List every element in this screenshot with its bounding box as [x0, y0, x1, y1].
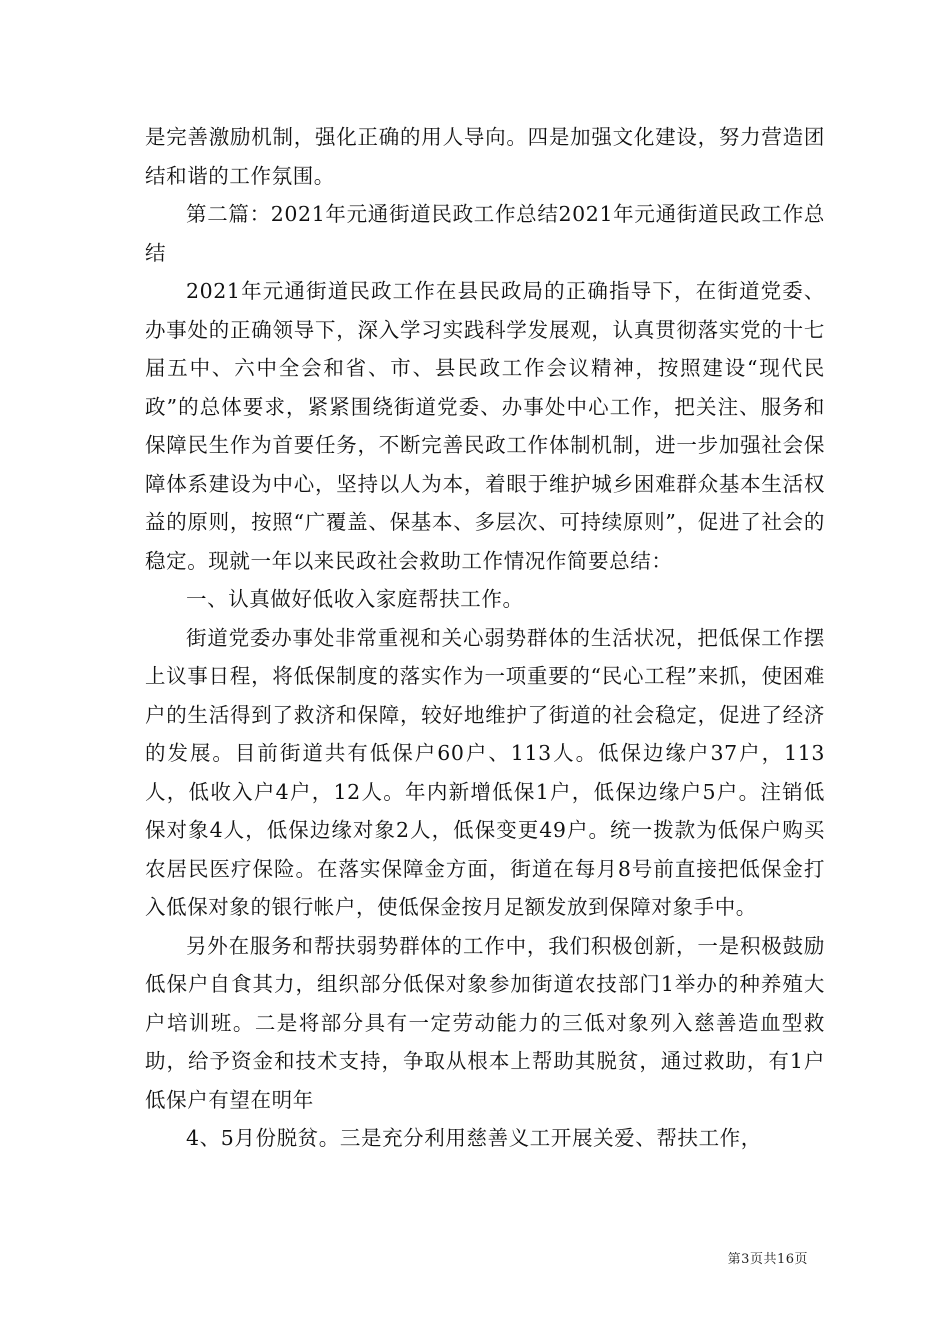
document-body: [145, 118, 825, 1158]
section-heading-low-income: 一、认真做好低收入家庭帮扶工作。: [186, 587, 524, 611]
paragraph-continuation: 是完善激励机制，强化正确的用人导向。四是加强文化建设，努力营造团结和谐的工作氛围。: [145, 125, 825, 188]
paragraph-volunteer: 4、5月份脱贫。三是充分利用慈善义工开展关爱、帮扶工作，: [186, 1126, 762, 1150]
paragraph-low-income-details: 街道党委办事处非常重视和关心弱势群体的生活状况，把低保工作摆上议事日程，将低保制度的落实作为一项重要的“民心工程”来抓，使困难户的生活得到了救济和保障，较好地维护了街道的社会稳定，促进了经济的发展。目前街道共有低保户60户、113人。低保边缘户37户，113人，低收入户4户，12人。年内新增低保1户，低保边缘户5户。注销低保对象4人，低保边缘对象2人，低保变更49户。统一拨款为低保户购买农居民医疗保险。在落实保障金方面，街道在每月8号前直接把低保金打入低保对象的银行帐户，使低保金按月足额发放到保障对象手中。: [145, 625, 825, 919]
page-number-footer: 第3页共16页: [727, 1252, 808, 1267]
section-heading-part-two: 第二篇：2021年元通街道民政工作总结2021年元通街道民政工作总结: [145, 202, 825, 265]
paragraph-innovation: 另外在服务和帮扶弱势群体的工作中，我们积极创新，一是积极鼓励低保户自食其力，组织部分低保对象参加街道农技部门1举办的种养殖大户培训班。二是将部分具有一定劳动能力的三低对象列入慈善造血型救助，给予资金和技术支持，争取从根本上帮助其脱贫，通过救助，有1户低保户有望在明年: [145, 933, 825, 1112]
paragraph-overview: 2021年元通街道民政工作在县民政局的正确指导下，在街道党委、办事处的正确领导下，深入学习实践科学发展观，认真贯彻落实党的十七届五中、六中全会和省、市、县民政工作会议精神，按照建设“现代民政”的总体要求，紧紧围绕街道党委、办事处中心工作，把关注、服务和保障民生作为首要任务，不断完善民政工作体制机制，进一步加强社会保障体系建设为中心，坚持以人为本，着眼于维护城乡困难群众基本生活权益的原则，按照“广覆盖、保基本、多层次、可持续原则”，促进了社会的稳定。现就一年以来民政社会救助工作情况作简要总结：: [145, 279, 825, 573]
